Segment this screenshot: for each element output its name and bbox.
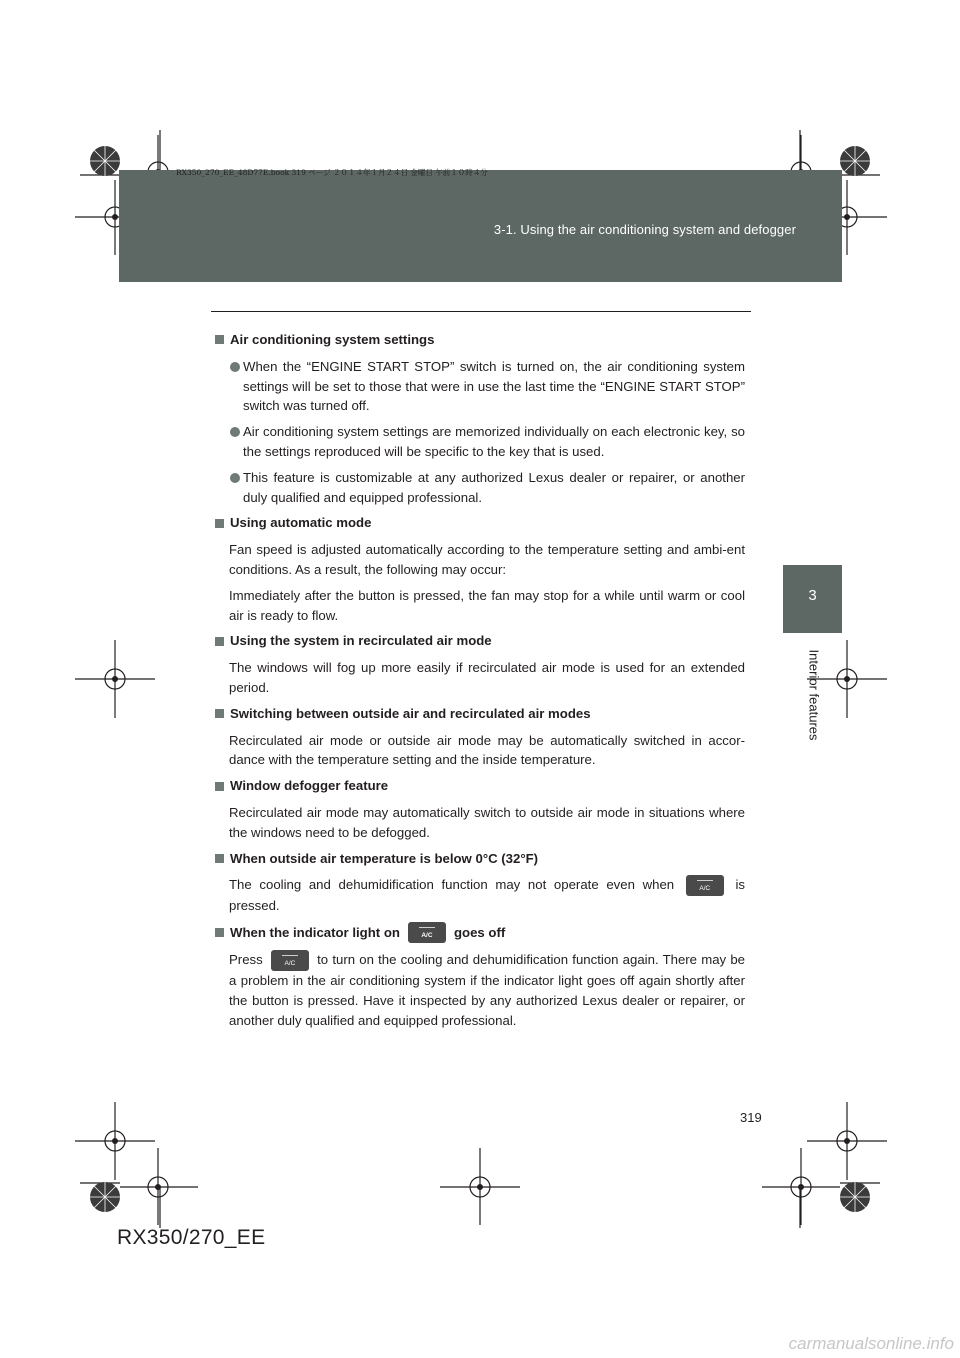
paragraph: The windows will fog up more easily if recirculated air mode is used for an extended period. [229, 660, 745, 695]
paragraph: Fan speed is adjusted automatically according to the temperature setting and ambi-ent conditions. As a result, the following may occur: [229, 542, 745, 577]
section-body [229, 803, 745, 843]
section-heading: Window defogger feature [212, 776, 745, 796]
square-bullet-icon [215, 519, 224, 528]
section-body [229, 658, 745, 698]
section-body [229, 540, 745, 625]
section-heading: Using the system in recirculated air mode [212, 631, 745, 651]
square-bullet-icon [215, 335, 224, 344]
paragraph: Press A/C to turn on the cooling and dehumidification function again. There may be a problem in the air conditioning system if the indicator light goes off again shortly after the button is pressed. Have it inspected by any authorized Lexus dealer or repairer, or another duly qualified and equipped professional. [229, 952, 745, 1028]
page-number: 319 [740, 1110, 762, 1125]
list-item: When the “ENGINE START STOP” switch is turned on, the air conditioning system settings will be set to those that were in use the last time the “ENGINE START STOP” switch was turned off. [212, 357, 745, 416]
section-heading: When outside air temperature is below 0°C (32°F) [212, 849, 745, 869]
section-heading: Air conditioning system settings [212, 330, 745, 350]
section-body [229, 731, 745, 771]
page-content [212, 330, 745, 1037]
section-heading: When the indicator light on A/C goes off [212, 922, 745, 943]
square-bullet-icon [215, 854, 224, 863]
print-info-line: RX350_270_EE_48D77E.book 319 ページ ２０１４年１月２４日 金曜日 午前１０時４分 [176, 168, 488, 177]
paragraph: The cooling and dehumidification function may not operate even when A/C is pressed. [229, 877, 745, 914]
chapter-label-text: Interior features [806, 649, 822, 741]
paragraph: Recirculated air mode may automatically switch to outside air mode in situations where the windows need to be defogged. [229, 804, 745, 840]
chapter-number: 3 [808, 587, 817, 604]
chapter-header [119, 170, 842, 282]
paragraph: Recirculated air mode or outside air mode may be automatically switched in accor-dance with the temperature setting and the inside temperature. [229, 732, 745, 768]
square-bullet-icon [215, 928, 224, 937]
chapter-side-label [800, 640, 828, 750]
list-item: This feature is customizable at any authorized Lexus dealer or repairer, or another duly qualified and equipped professional. [212, 468, 745, 508]
model-code: RX350/270_EE [117, 1226, 266, 1249]
paragraph: Immediately after the button is pressed, the fan may stop for a while until warm or cool air is ready to flow. [229, 587, 745, 623]
section-heading: Switching between outside air and recirculated air modes [212, 704, 745, 724]
ac-button-icon: A/C [271, 950, 309, 971]
round-bullet-icon [230, 473, 240, 483]
top-rule [211, 311, 751, 312]
square-bullet-icon [215, 782, 224, 791]
chapter-tab [783, 565, 842, 633]
section-title: 3-1. Using the air conditioning system and defogger [493, 222, 796, 237]
round-bullet-icon [230, 427, 240, 437]
watermark: carmanualsonline.info [788, 1334, 954, 1353]
square-bullet-icon [215, 637, 224, 646]
list-item: Air conditioning system settings are memorized individually on each electronic key, so the settings reproduced will be specific to the key that is used. [212, 422, 745, 462]
square-bullet-icon [215, 709, 224, 718]
ac-button-icon: A/C [408, 922, 446, 943]
section-body [229, 950, 745, 1030]
round-bullet-icon [230, 362, 240, 372]
ac-button-icon: A/C [686, 875, 724, 896]
section-body [229, 875, 745, 916]
section-heading: Using automatic mode [212, 513, 745, 533]
